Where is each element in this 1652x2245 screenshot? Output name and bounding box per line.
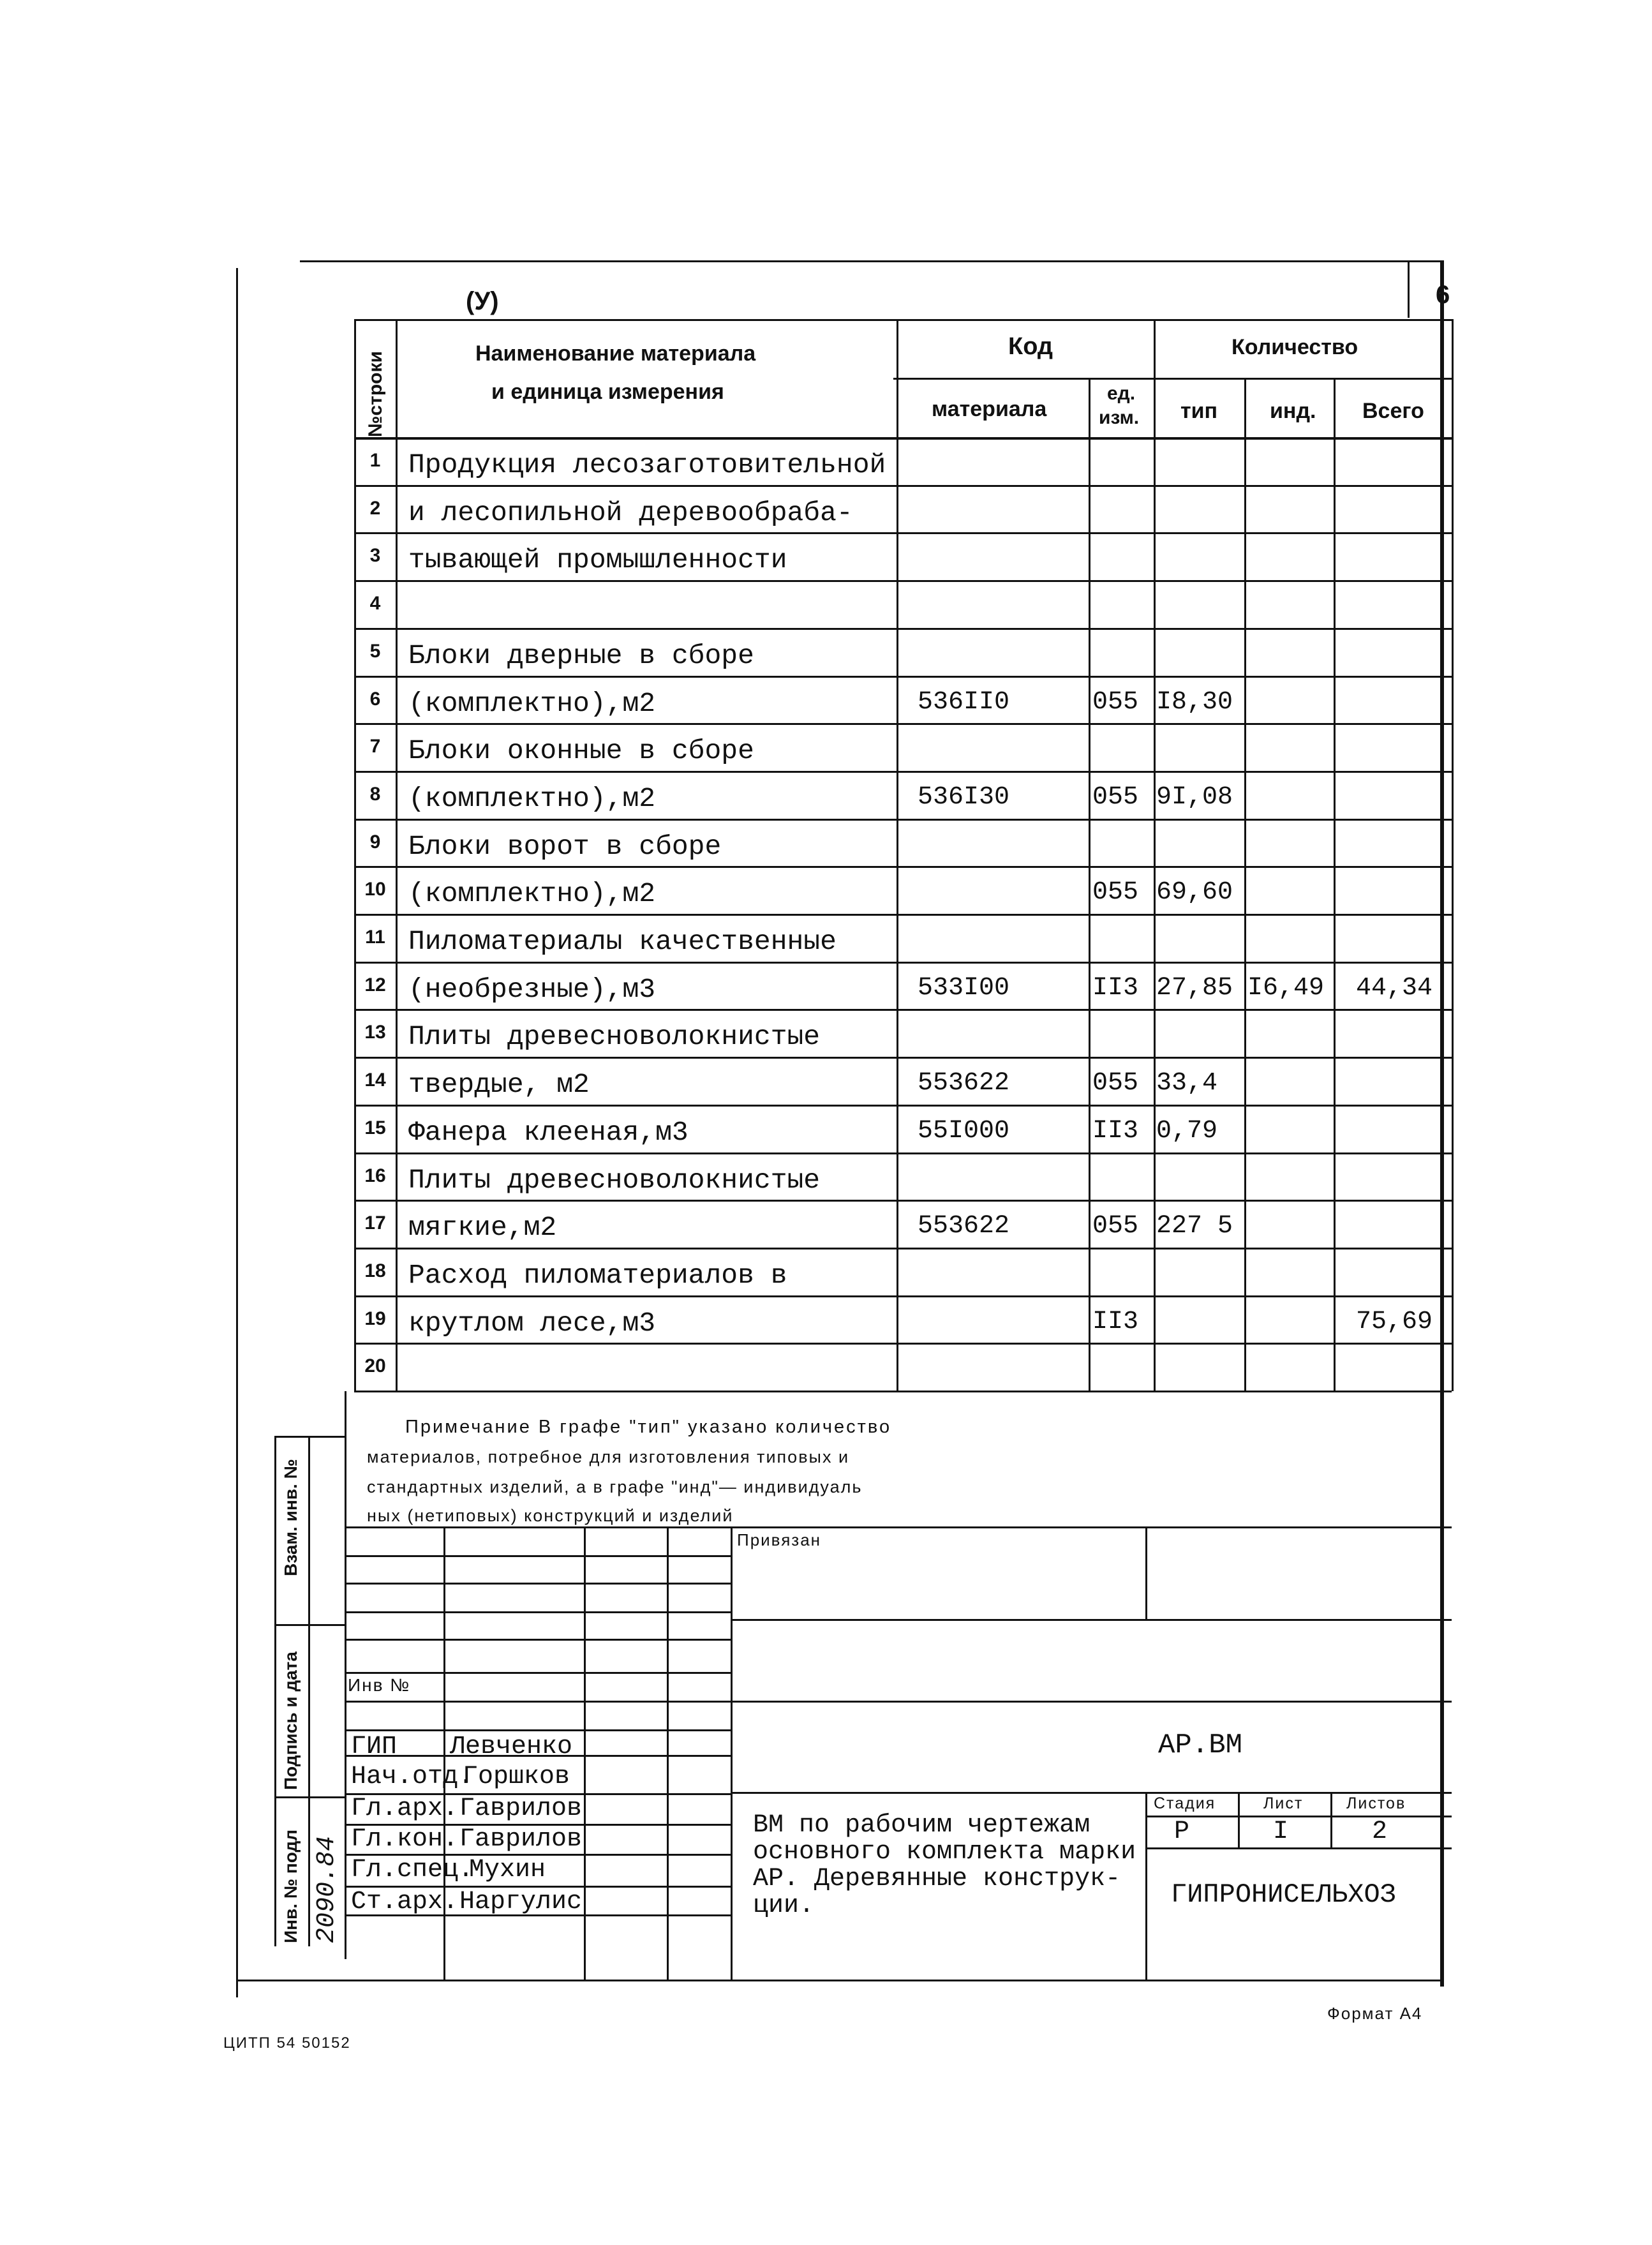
row-separator bbox=[354, 1343, 1452, 1345]
person-name-3: Гаврилов bbox=[459, 1794, 583, 1823]
row-number: 10 bbox=[364, 879, 386, 900]
stamp-h-mid bbox=[731, 1619, 1452, 1621]
row-type-cell: 227 5 bbox=[1156, 1212, 1233, 1241]
note-line-2: материалов, потребное для изготовления типовых и bbox=[367, 1447, 850, 1466]
code-subheader-line bbox=[893, 378, 1154, 380]
stamp-v-title bbox=[1145, 1792, 1147, 1980]
frame-top bbox=[300, 260, 1442, 262]
table-top-line bbox=[354, 319, 1452, 321]
stamp-h3 bbox=[345, 1611, 731, 1613]
row-name-cell: тывающей промышленности bbox=[408, 544, 787, 576]
format-label: Формат А4 bbox=[1327, 2004, 1423, 2023]
row-separator bbox=[354, 771, 1452, 773]
row-separator bbox=[354, 485, 1452, 487]
row-code-cell: 553622 bbox=[918, 1069, 1010, 1098]
stamp-v4 bbox=[731, 1526, 733, 1980]
row-separator bbox=[354, 1152, 1452, 1154]
sheet-label: Лист bbox=[1263, 1794, 1304, 1812]
stamp-stage-line-2 bbox=[1145, 1847, 1452, 1849]
doc-title-line2: основного комплекта марки bbox=[753, 1838, 1136, 1867]
row-separator bbox=[354, 1248, 1452, 1249]
stamp-stage-v1 bbox=[1238, 1792, 1240, 1847]
side-sep-2 bbox=[274, 1624, 345, 1626]
row-number: 16 bbox=[364, 1165, 386, 1186]
row-type-cell: 69,60 bbox=[1156, 878, 1233, 907]
row-unit-cell: 055 bbox=[1092, 687, 1139, 717]
side-col-mid bbox=[308, 1436, 310, 1946]
row-separator bbox=[354, 532, 1452, 534]
doc-title-line3: АР. Деревянные конструк- bbox=[753, 1865, 1121, 1893]
stamp-h7 bbox=[345, 1729, 731, 1731]
row-unit-cell: II3 bbox=[1092, 973, 1139, 1003]
row-name-cell: Фанера клееная,м3 bbox=[408, 1116, 688, 1148]
side-label-podpis-data: Подпись и дата bbox=[281, 1652, 301, 1790]
stamp-v3 bbox=[667, 1526, 669, 1980]
row-separator bbox=[354, 1200, 1452, 1202]
col-line-7 bbox=[1452, 319, 1454, 1391]
header-quantity: Количество bbox=[1232, 335, 1358, 359]
row-number: 3 bbox=[369, 545, 381, 567]
person-role-2: Нач.отд. bbox=[351, 1763, 474, 1791]
sheets-label: Листов bbox=[1346, 1794, 1406, 1812]
row-unit-cell: 055 bbox=[1092, 782, 1139, 812]
row-name-cell: Расход пиломатериалов в bbox=[408, 1259, 787, 1291]
row-name-cell: (комплектно),м2 bbox=[408, 782, 656, 814]
doc-title-line1: ВМ по рабочим чертежам bbox=[753, 1811, 1090, 1840]
row-number: 2 bbox=[369, 497, 381, 519]
side-label-vzam-inv: Взам. инв. № bbox=[281, 1459, 301, 1576]
person-name-1: Левченко bbox=[450, 1733, 573, 1761]
row-unit-cell: 055 bbox=[1092, 878, 1139, 907]
row-number: 20 bbox=[364, 1355, 386, 1377]
row-name-cell: (комплектно),м2 bbox=[408, 687, 656, 719]
person-role-5: Гл.спец. bbox=[351, 1856, 474, 1884]
row-separator bbox=[354, 962, 1452, 964]
row-number: 18 bbox=[364, 1260, 386, 1281]
row-number: 4 bbox=[369, 593, 381, 615]
row-name-cell: Плиты древесноволокнистые bbox=[408, 1021, 821, 1053]
row-name-cell: Плиты древесноволокнистые bbox=[408, 1164, 821, 1196]
side-sep-3 bbox=[274, 1796, 345, 1798]
row-separator bbox=[354, 1057, 1452, 1059]
row-separator bbox=[354, 580, 1452, 582]
note-line-3: стандартных изделий, а в графе "инд"— индивидуаль bbox=[367, 1477, 863, 1496]
stamp-h4 bbox=[345, 1639, 731, 1641]
row-number: 13 bbox=[364, 1022, 386, 1043]
row-unit-cell: 055 bbox=[1092, 1069, 1139, 1098]
row-number: 5 bbox=[369, 640, 381, 662]
row-number: 8 bbox=[369, 783, 381, 805]
row-code-cell: 536II0 bbox=[918, 687, 1010, 717]
stamp-h1 bbox=[345, 1555, 731, 1557]
person-role-1: ГИП bbox=[351, 1733, 398, 1761]
row-name-cell: (необрезные),м3 bbox=[408, 973, 656, 1005]
marker: (У) bbox=[466, 287, 499, 315]
side-inv-podl-value: 2090.84 bbox=[313, 1835, 341, 1943]
qty-subheader-line bbox=[1154, 378, 1452, 380]
header-qty-type: тип bbox=[1180, 399, 1218, 423]
row-number: 17 bbox=[364, 1212, 386, 1234]
stamp-stage-line-1 bbox=[1145, 1816, 1452, 1817]
row-name-cell: (комплектно),м2 bbox=[408, 878, 656, 910]
stamp-h-code bbox=[731, 1792, 1452, 1794]
person-role-3: Гл.арх. bbox=[351, 1794, 459, 1823]
header-bottom-line bbox=[354, 437, 1452, 440]
row-separator bbox=[354, 1009, 1452, 1011]
col-line-5 bbox=[1244, 378, 1246, 1391]
note-line-1: Примечание В графе "тип" указано количество bbox=[405, 1417, 892, 1437]
row-name-cell: Блоки ворот в сборе bbox=[408, 830, 722, 862]
header-qty-ind: инд. bbox=[1270, 399, 1316, 423]
row-number: 6 bbox=[369, 688, 381, 710]
side-col-right bbox=[345, 1391, 346, 1959]
row-separator bbox=[354, 1105, 1452, 1107]
header-name-line1: Наименование материала bbox=[475, 341, 756, 366]
row-number: 9 bbox=[369, 831, 381, 853]
header-code: Код bbox=[1008, 333, 1053, 360]
row-unit-cell: II3 bbox=[1092, 1307, 1139, 1336]
stage-label: Стадия bbox=[1154, 1794, 1216, 1812]
row-name-cell: и лесопильной деревообраба- bbox=[408, 496, 853, 528]
frame-right-inner bbox=[1442, 260, 1444, 1987]
header-code-unit-2: изм. bbox=[1099, 407, 1140, 428]
frame-bottom bbox=[236, 1980, 1442, 1981]
row-code-cell: 55I000 bbox=[918, 1116, 1010, 1145]
person-role-6: Ст.арх. bbox=[351, 1888, 459, 1916]
row-number: 11 bbox=[365, 927, 385, 948]
row-unit-cell: II3 bbox=[1092, 1116, 1139, 1145]
person-role-4: Гл.кон. bbox=[351, 1825, 459, 1854]
side-sep-1 bbox=[274, 1436, 345, 1438]
row-name-cell: Продукция лесозаготовительной bbox=[408, 449, 886, 481]
stamp-v2 bbox=[584, 1526, 586, 1980]
stamp-v-right bbox=[1145, 1526, 1147, 1619]
header-code-material: материала bbox=[932, 397, 1047, 421]
header-qty-total: Всего bbox=[1362, 399, 1424, 423]
side-col-left bbox=[274, 1436, 276, 1946]
frame-left bbox=[236, 268, 238, 1997]
row-unit-cell: 055 bbox=[1092, 1212, 1139, 1241]
row-name-cell: мягкие,м2 bbox=[408, 1212, 557, 1244]
person-name-2: Горшков bbox=[463, 1763, 570, 1791]
row-type-cell: 9I,08 bbox=[1156, 782, 1233, 812]
row-number: 14 bbox=[364, 1070, 386, 1091]
row-separator bbox=[354, 866, 1452, 868]
row-separator bbox=[354, 914, 1452, 916]
side-label-inv-podl: Инв. № подл bbox=[281, 1829, 301, 1943]
stage-value: Р bbox=[1174, 1817, 1190, 1846]
row-number: 1 bbox=[369, 450, 381, 471]
person-name-5: Мухин bbox=[469, 1856, 546, 1884]
row-total-cell: 44,34 bbox=[1356, 973, 1433, 1003]
row-type-cell: 33,4 bbox=[1156, 1069, 1218, 1098]
row-code-cell: 553622 bbox=[918, 1212, 1010, 1241]
row-type-cell: I8,30 bbox=[1156, 687, 1233, 717]
sheet-number-divider bbox=[1408, 260, 1410, 318]
header-code-unit-1: ед. bbox=[1107, 383, 1136, 404]
row-separator bbox=[354, 1295, 1452, 1297]
doc-code: АР.ВМ bbox=[1158, 1729, 1243, 1761]
organization: ГИПРОНИСЕЛЬХОЗ bbox=[1171, 1879, 1396, 1910]
row-number: 15 bbox=[364, 1117, 386, 1138]
col-line-6 bbox=[1334, 378, 1336, 1391]
row-separator bbox=[354, 819, 1452, 821]
stamp-h6 bbox=[345, 1701, 1452, 1703]
col-line-2 bbox=[897, 319, 898, 1391]
note-bottom-line bbox=[345, 1526, 1452, 1528]
col-line-4 bbox=[1154, 319, 1156, 1391]
row-separator bbox=[354, 676, 1452, 678]
row-type-cell: 27,85 bbox=[1156, 973, 1233, 1003]
header-name-line2: и единица измерения bbox=[491, 380, 724, 404]
row-name-cell: крутлом лесе,м3 bbox=[408, 1307, 656, 1339]
row-name-cell: твердые, м2 bbox=[408, 1069, 590, 1101]
sheet-value: I bbox=[1273, 1817, 1289, 1846]
row-code-cell: 533I00 bbox=[918, 973, 1010, 1003]
row-separator bbox=[354, 1391, 1452, 1392]
row-separator bbox=[354, 723, 1452, 725]
stamp-h5 bbox=[345, 1672, 731, 1674]
row-name-cell: Блоки дверные в сборе bbox=[408, 639, 754, 671]
col-line-3 bbox=[1089, 378, 1090, 1391]
row-code-cell: 536I30 bbox=[918, 782, 1010, 812]
person-name-6: Наргулис bbox=[459, 1888, 583, 1916]
note-line-4: ных (нетиповых) конструкций и изделий bbox=[367, 1506, 734, 1525]
row-number: 19 bbox=[364, 1308, 386, 1329]
sheet-number: 6 bbox=[1436, 281, 1450, 309]
tied-label: Привязан bbox=[737, 1530, 822, 1549]
stamp-stage-v2 bbox=[1330, 1792, 1332, 1847]
doc-title-line4: ции. bbox=[753, 1891, 815, 1920]
row-number: 12 bbox=[364, 974, 386, 996]
row-ind-cell: I6,49 bbox=[1247, 973, 1325, 1003]
sheets-value: 2 bbox=[1372, 1817, 1388, 1846]
row-type-cell: 0,79 bbox=[1156, 1116, 1218, 1145]
row-total-cell: 75,69 bbox=[1356, 1307, 1433, 1336]
row-name-cell: Блоки оконные в сборе bbox=[408, 735, 754, 767]
inv-label: Инв № bbox=[348, 1675, 411, 1695]
person-name-4: Гаврилов bbox=[459, 1825, 583, 1854]
row-name-cell: Пиломатериалы качественные bbox=[408, 926, 837, 957]
footer-code: ЦИТП 54 50152 bbox=[223, 2034, 351, 2052]
row-separator bbox=[354, 628, 1452, 630]
header-row-number: №строки bbox=[365, 351, 386, 437]
col-line-1 bbox=[396, 319, 398, 1391]
row-number: 7 bbox=[369, 736, 381, 757]
stamp-h2 bbox=[345, 1583, 731, 1585]
